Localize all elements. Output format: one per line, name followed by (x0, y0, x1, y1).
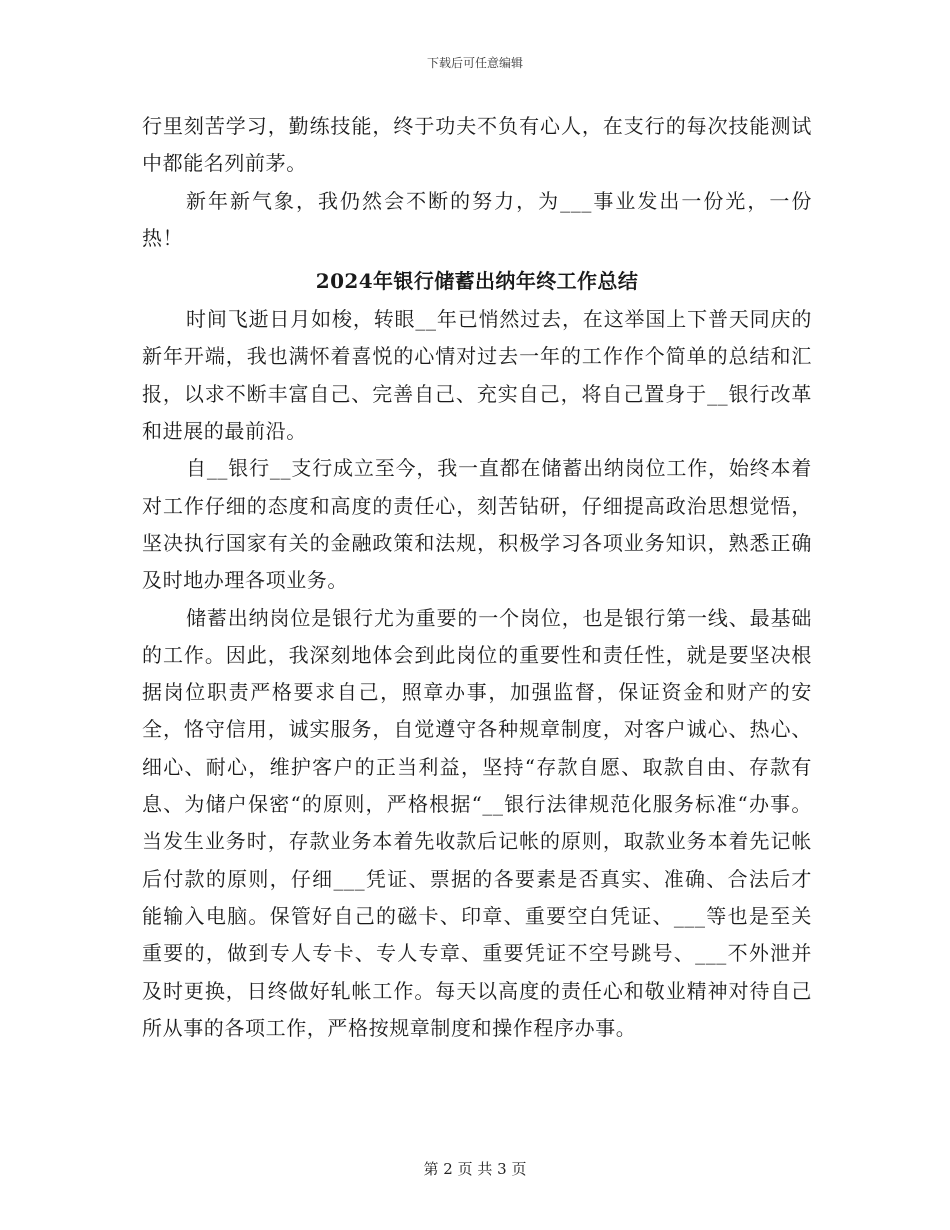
paragraph-intro: 时间飞逝日月如梭，转眼__年已悄然过去，在这举国上下普天同庆的新年开端，我也满怀着喜悦的心情对过去一年的工作作个简单的总结和汇报，以求不断丰富自己、完善自己、充实自己，将自己置身于__银行改革和进展的最前沿。 (142, 307, 812, 444)
section-title: 2024年银行储蓄出纳年终工作总结 (315, 269, 639, 294)
header-note: 下载后可任意编辑 (426, 56, 523, 70)
continuation-paragraph: 行里刻苦学习，勤练技能，终于功夫不负有心人，在支行的每次技能测试中都能名列前茅。 (142, 114, 812, 176)
document-body (142, 108, 812, 1047)
closing-paragraph: 新年新气象，我仍然会不断的努力，为___事业发出一份光，一份热！ (142, 188, 812, 250)
page-indicator: 第 2 页 共 3 页 (423, 1160, 527, 1178)
paragraph-position: 自__银行__支行成立至今，我一直都在储蓄出纳岗位工作，始终本着对工作仔细的态度和高度的责任心，刻苦钻研，仔细提高政治思想觉悟，坚决执行国家有关的金融政策和法规，积极学习各项业务知识，熟悉正确及时地办理各项业务。 (142, 456, 812, 593)
paragraph-duties: 储蓄出纳岗位是银行尤为重要的一个岗位，也是银行第一线、最基础的工作。因此，我深刻地体会到此岗位的重要性和责任性，就是要坚决根据岗位职责严格要求自己，照章办事，加强监督，保证资金和财产的安全，恪守信用，诚实服务，自觉遵守各种规章制度，对客户诚心、热心、细心、耐心，维护客户的正当利益，坚持“存款自愿、取款自由、存款有息、为储户保密“的原则，严格根据“__银行法律规范化服务标准“办事。当发生业务时，存款业务本着先收款后记帐的原则，取款业务本着先记帐后付款的原则，仔细___凭证、票据的各要素是否真实、准确、合法后才能输入电脑。保管好自己的磁卡、印章、重要空白凭证、___等也是至关重要的，做到专人专卡、专人专章、重要凭证不空号跳号、___不外泄并及时更换，日终做好轧帐工作。每天以高度的责任心和敬业精神对待自己所从事的各项工作，严格按规章制度和操作程序办事。 (142, 605, 812, 1040)
